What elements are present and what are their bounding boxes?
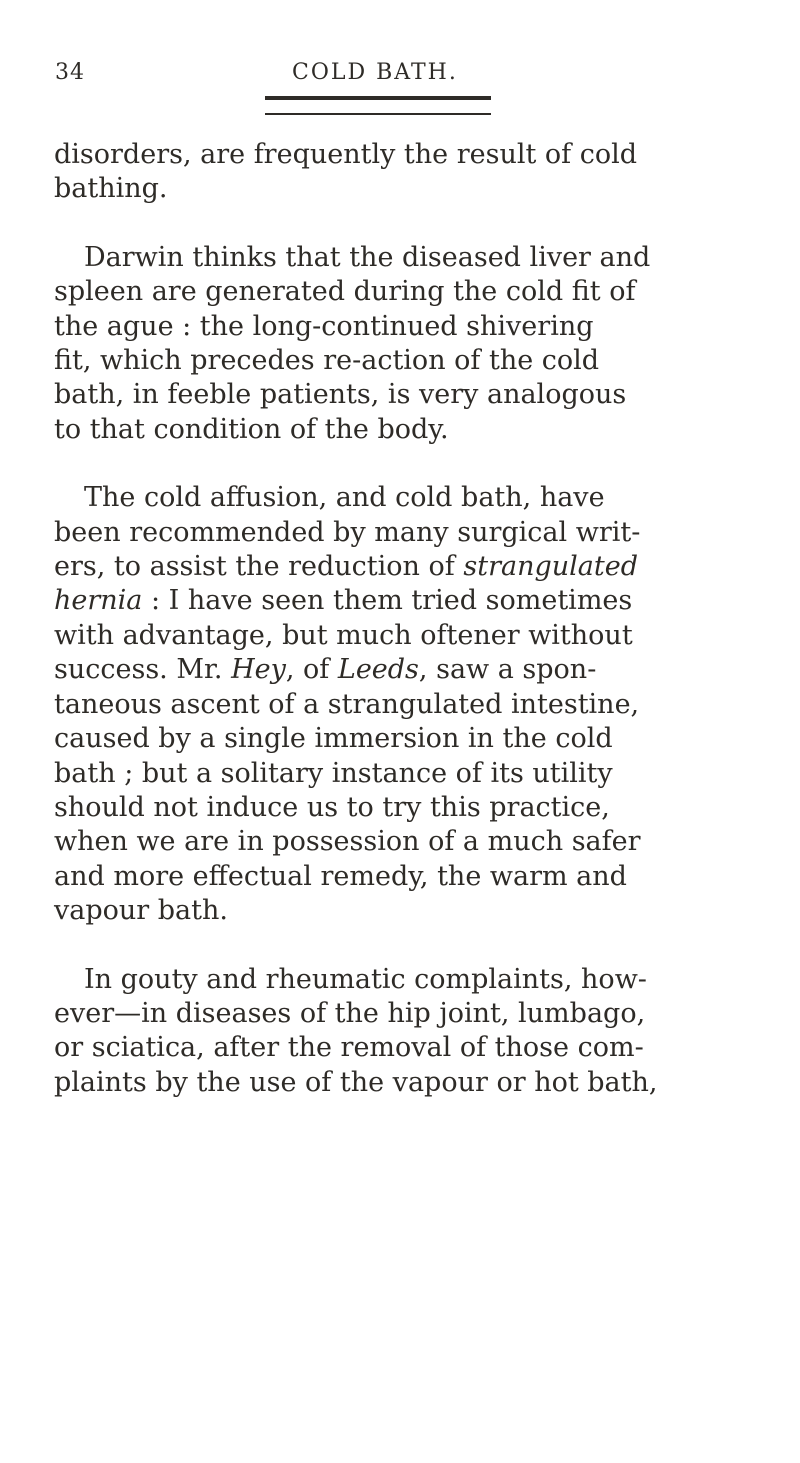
text-line: ever—in diseases of the hip joint, lumbago, — [54, 997, 646, 1029]
text-line: vapour bath. — [54, 895, 228, 927]
text-line: spleen are generated during the cold fit of — [54, 276, 636, 308]
text-line: The cold affusion, and cold bath, have — [84, 482, 605, 514]
text-run: : I have seen them tried sometimes — [142, 585, 633, 617]
text-line: with advantage, but much oftener without — [54, 619, 633, 651]
text-line: the ague : the long-continued shivering — [54, 310, 594, 342]
text-line: or sciatica, after the removal of those com- — [54, 1032, 644, 1064]
text-line: plaints by the use of the vapour or hot bath, — [54, 1066, 658, 1098]
italic-place: Leeds — [337, 654, 419, 686]
paragraph — [54, 481, 740, 928]
running-head — [55, 60, 745, 100]
text-line: been recommended by many surgical writ- — [54, 516, 641, 548]
text-line: disorders, are frequently the result of cold — [54, 139, 638, 170]
paragraph — [54, 241, 740, 447]
italic-term: hernia — [54, 585, 143, 617]
text-line: bath ; but a solitary instance of its utility — [54, 757, 613, 789]
text-line: caused by a single immersion in the cold — [54, 723, 613, 755]
page-number: 34 — [55, 60, 85, 85]
paragraph — [54, 963, 740, 1101]
text-run: , saw a spon- — [418, 654, 597, 686]
text-line: fit, which precedes re-action of the cold — [54, 345, 600, 377]
text-line: when we are in possession of a much safer — [54, 826, 641, 858]
text-line: and more effectual remedy, the warm and — [54, 860, 627, 892]
text-line: to that condition of the body. — [54, 413, 449, 445]
running-head-title: COLD BATH. — [292, 60, 458, 85]
text-run: , of — [285, 654, 338, 686]
header-rule-thick — [265, 96, 491, 100]
text-line — [54, 653, 740, 687]
paragraph — [54, 138, 740, 207]
text-line: bath, in feeble patients, is very analogous — [54, 379, 627, 411]
italic-name: Hey — [231, 654, 286, 686]
text-line: taneous ascent of a strangulated intestine, — [54, 688, 640, 720]
text-line: bathing. — [54, 173, 168, 205]
italic-term: strangulated — [463, 551, 638, 583]
text-line: In gouty and rheumatic complaints, how- — [84, 963, 647, 995]
text-run: success. Mr. — [54, 654, 232, 686]
text-line — [54, 550, 740, 584]
body-text — [54, 138, 740, 1134]
header-rule-thin — [265, 113, 491, 115]
text-line — [54, 584, 740, 618]
text-run: ers, to assist the reduction of — [54, 551, 464, 583]
text-line: should not induce us to try this practice, — [54, 791, 610, 823]
text-line: Darwin thinks that the diseased liver and — [84, 241, 651, 273]
